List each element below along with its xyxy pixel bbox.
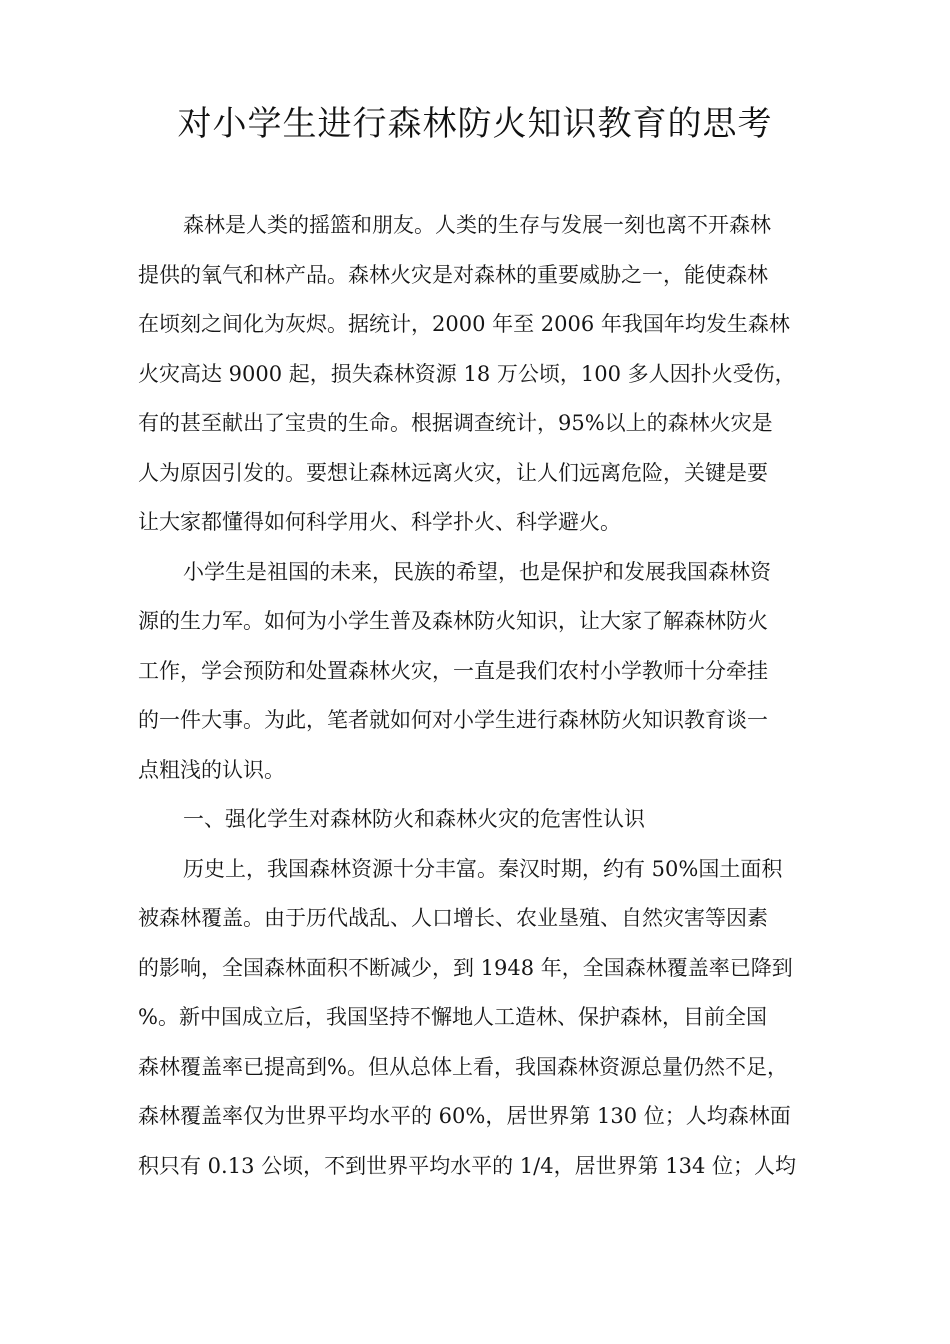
text-line: 在顷刻之间化为灰烬。据统计，2000 年至 2006 年我国年均发生森林 [138, 312, 790, 336]
text-line: 的一件大事。为此，笔者就如何对小学生进行森林防火知识教育谈一 [138, 708, 768, 732]
text-line: %。新中国成立后，我国坚持不懈地人工造林、保护森林，目前全国 [138, 1005, 767, 1029]
text-line: 人为原因引发的。要想让森林远离火灾，让人们远离危险，关键是要 [138, 460, 768, 485]
paragraph-1 [138, 201, 818, 548]
text-line: 的影响，全国森林面积不断减少，到 1948 年，全国森林覆盖率已降到 [138, 955, 793, 980]
text-line: 历史上，我国森林资源十分丰富。秦汉时期，约有 50%国土面积 [183, 856, 783, 881]
text-line: 点粗浅的认识。 [138, 757, 285, 782]
text-line: 森林覆盖率仅为世界平均水平的 60%，居世界第 130 位；人均森林面 [138, 1104, 791, 1128]
text-line: 被森林覆盖。由于历代战乱、人口增长、农业垦殖、自然灾害等因素 [138, 906, 768, 930]
text-line: 森林覆盖率已提高到%。但从总体上看，我国森林资源总量仍然不足， [138, 1054, 788, 1079]
text-line: 源的生力军。如何为小学生普及森林防火知识，让大家了解森林防火 [138, 609, 768, 633]
text-line: 有的甚至献出了宝贵的生命。根据调查统计，95%以上的森林火灾是 [138, 411, 773, 435]
text-line: 小学生是祖国的未来，民族的希望，也是保护和发展我国森林资 [183, 559, 771, 584]
page-title: 对小学生进行森林防火知识教育的思考 [177, 104, 773, 144]
paragraph-3 [138, 845, 818, 1192]
text-line: 火灾高达 9000 起，损失森林资源 18 万公顷，100 多人因扑火受伤， [138, 361, 796, 386]
section-heading [138, 795, 818, 845]
text-line: 森林是人类的摇篮和朋友。人类的生存与发展一刻也离不开森林 [183, 213, 771, 237]
heading-line: 一、强化学生对森林防火和森林火灾的危害性认识 [183, 807, 645, 831]
text-line: 积只有 0.13 公顷，不到世界平均水平的 1/4，居世界第 134 位；人均 [138, 1153, 797, 1178]
text-line: 提供的氧气和林产品。森林火灾是对森林的重要威胁之一，能使森林 [138, 262, 768, 287]
document-body [138, 201, 818, 1191]
text-line: 让大家都懂得如何科学用火、科学扑火、科学避火。 [138, 510, 621, 534]
text-line: 工作，学会预防和处置森林火灾，一直是我们农村小学教师十分牵挂 [138, 658, 768, 683]
paragraph-2 [138, 548, 818, 796]
